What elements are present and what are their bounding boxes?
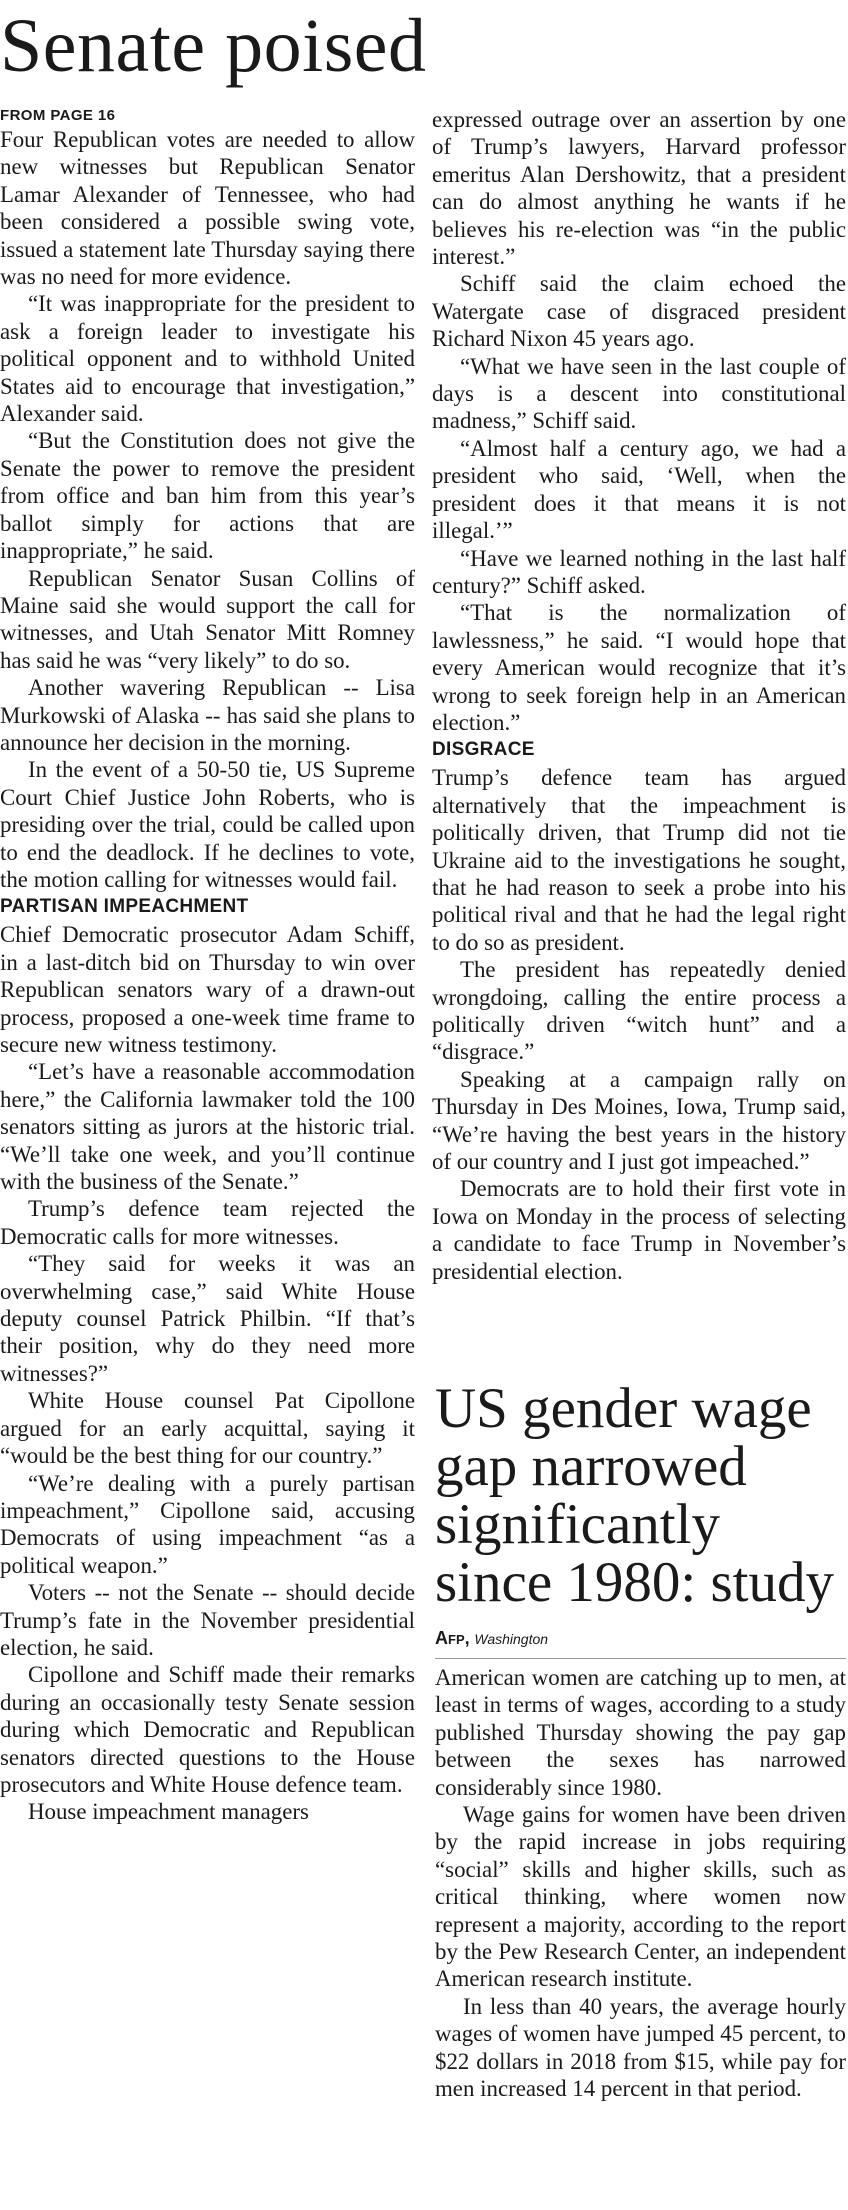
paragraph: Speaking at a campaign rally on Thursday in Des Moines, Iowa, Trump said, “We’re having the best years in the history of our country and I just got impeached.”	[432, 1066, 846, 1175]
paragraph: Trump’s defence team has argued alternatively that the impeachment is politically driven, that Trump did not tie Ukraine aid to the investigations he sought, that he had reason to seek a probe into his political rival and that he had the legal right to do so as president.	[432, 765, 846, 955]
byline-rule	[435, 1658, 846, 1659]
paragraph: Voters -- not the Senate -- should decide Trump’s fate in the November presidential election, he said.	[0, 1580, 415, 1660]
paragraph: Republican Senator Susan Collins of Maine said she would support the call for witnesses, and Utah Senator Mitt Romney has said he was “very likely” to do so.	[0, 565, 415, 673]
paragraph: “Let’s have a reasonable accommodation here,” the California lawmaker told the 100 senators sitting as jurors at the historic trial. “We’ll take one week, and you’ll continue with the business of the Senate.”	[0, 1059, 415, 1195]
paragraph: “What we have seen in the last couple of days is a descent into constitutional madness,” Schiff said.	[432, 353, 846, 434]
paragraph: Trump’s defence team rejected the Democratic calls for more witnesses.	[0, 1196, 415, 1249]
paragraph: The president has repeatedly denied wrongdoing, calling the entire process a politically driven “witch hunt” and a “disgrace.”	[432, 957, 846, 1065]
paragraph: Another wavering Republican -- Lisa Murkowski of Alaska -- has said she plans to announce her decision in the morning.	[0, 675, 415, 755]
paragraph: White House counsel Pat Cipollone argued for an early acquittal, saying it “would be the best thing for our country.”	[0, 1388, 415, 1469]
paragraph: American women are catching up to men, at least in terms of wages, according to a study published Thursday showing the pay gap between the sexes has narrowed considerably since 1980.	[435, 1665, 846, 1800]
byline	[435, 1628, 548, 1649]
paragraph: Chief Democratic prosecutor Adam Schiff, in a last-ditch bid on Thursday to win over Republican senators wary of a drawn-out process, proposed a one-week time frame to secure new witness testimony.	[0, 922, 415, 1057]
paragraph: “That is the normalization of lawlessness,” he said. “I would hope that every American would recognize that it’s wrong to seek foreign help in an American election.”	[432, 600, 846, 735]
paragraph: Cipollone and Schiff made their remarks during an occasionally testy Senate session during which Democratic and Republican senators directed questions to the House prosecutors and White House defence team.	[0, 1662, 415, 1797]
story1-headline: Senate poised	[0, 4, 427, 88]
byline-agency: Afp,	[435, 1628, 470, 1648]
story2-headline: US gender wage gap narrowed significantly since 1980: study	[435, 1377, 834, 1614]
paragraph: “They said for weeks it was an overwhelming case,” said White House deputy counsel Patrick Philbin. “If that’s their position, why do they need more witnesses?”	[0, 1251, 415, 1386]
paragraph: Four Republican votes are needed to allow new witnesses but Republican Senator Lamar Alexander of Tennessee, who had been considered a possible swing vote, issued a statement late Thursday saying there was no need for more evidence.	[0, 127, 415, 290]
story2-body	[435, 1664, 846, 2103]
subhead-disgrace: DISGRACE	[432, 739, 535, 761]
paragraph: In less than 40 years, the average hourly wages of women have jumped 45 percent, to $22 dollars in 2018 from $15, while pay for men increased 14 percent in that period.	[435, 1993, 846, 2102]
subhead-partisan-impeachment: PARTISAN IMPEACHMENT	[0, 896, 249, 918]
paragraph: “It was inappropriate for the president to ask a foreign leader to investigate his political opponent and to withhold United States aid to encourage that investigation,” Alexander said.	[0, 291, 415, 427]
paragraph: Schiff said the claim echoed the Watergate case of disgraced president Richard Nixon 45 years ago.	[432, 271, 846, 352]
paragraph: “Have we learned nothing in the last half century?” Schiff asked.	[432, 545, 846, 598]
paragraph: House impeachment managers	[28, 1799, 309, 1825]
paragraph: In the event of a 50-50 tie, US Supreme Court Chief Justice John Roberts, who is presiding over the trial, could be called upon to end the deadlock. If he declines to vote, the motion calling for witnesses would fail.	[0, 757, 415, 892]
byline-place: Washington	[474, 1631, 549, 1647]
paragraph: Democrats are to hold their first vote in Iowa on Monday in the process of selecting a candidate to face Trump in November’s presidential election.	[432, 1176, 846, 1284]
paragraph: “Almost half a century ago, we had a president who said, ‘Well, when the president does it that means it is not illegal.’”	[432, 435, 846, 544]
paragraph: expressed outrage over an assertion by one of Trump’s lawyers, Harvard professor emeritus Alan Dershowitz, that a president can do almost anything he wants if he believes his re-election was “in the public interest.”	[432, 107, 846, 270]
story1-left-column	[0, 106, 415, 1826]
paragraph: Wage gains for women have been driven by the rapid increase in jobs requiring “social” skills and higher skills, such as critical thinking, where women now represent a majority, according to the report by the Pew Research Center, an independent American research institute.	[435, 1802, 846, 1992]
story1-right-column	[432, 106, 846, 1285]
jump-kicker: FROM PAGE 16	[0, 107, 116, 124]
paragraph: “We’re dealing with a purely partisan impeachment,” Cipollone said, accusing Democrats of using impeachment “as a political weapon.”	[0, 1470, 415, 1578]
paragraph: “But the Constitution does not give the Senate the power to remove the president from office and ban him from this year’s ballot simply for actions that are inappropriate,” he said.	[0, 428, 415, 564]
